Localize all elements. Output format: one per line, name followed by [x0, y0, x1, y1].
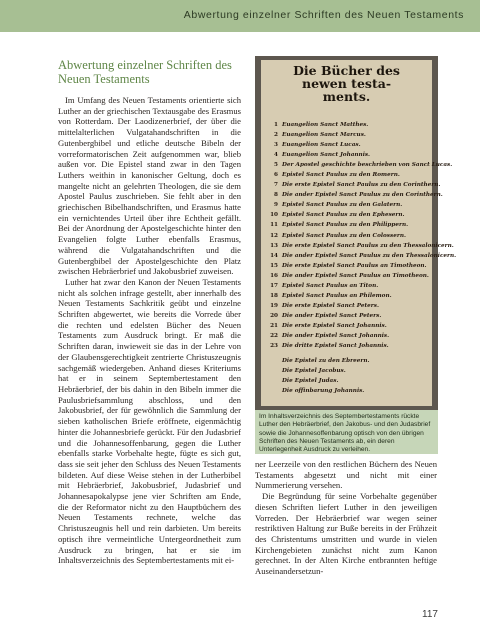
- book-title: Die erste Epistel Sanct Johannis.: [282, 322, 387, 329]
- book-list-item: [265, 311, 430, 321]
- book-list-item-unnumbered: [265, 356, 430, 366]
- left-text-column: [58, 95, 241, 566]
- title-page-heading-line-3: ments.: [322, 89, 371, 104]
- book-title: Epistel Sanct Paulus zu den Romern.: [282, 172, 400, 179]
- book-title: Die ander Epistel Sanct Peters.: [282, 312, 382, 319]
- book-number: 12: [270, 232, 278, 239]
- historic-title-page-image: [261, 60, 457, 406]
- book-list: [265, 120, 457, 396]
- book-title: Epistel Sanct Paulus zu den Ephesern.: [282, 212, 405, 219]
- book-list-item: [265, 150, 430, 160]
- book-list-item: [265, 261, 430, 271]
- book-list-item: [265, 321, 430, 331]
- book-title: Euangelion Sanct Matthes.: [282, 122, 369, 128]
- book-title: Euangelion Sanct Johannis.: [282, 152, 371, 159]
- book-number: 16: [270, 272, 278, 279]
- book-number: 4: [274, 152, 278, 159]
- book-title: Epistel Sanct Paulus an Philemon.: [282, 292, 392, 299]
- book-title: Epistel Sanct Paulus zu den Galatern.: [282, 202, 403, 209]
- book-number: 2: [274, 132, 278, 139]
- book-list-item-unnumbered: [265, 386, 430, 396]
- book-title: Die erste Epistel Sanct Paulus zu den Thessalonicern.: [282, 242, 454, 249]
- title-page-heading: [261, 64, 432, 103]
- book-list-item: [265, 160, 453, 170]
- book-list-item: [265, 130, 430, 140]
- right-paragraph-1: ner Leerzeile von den restlichen Büchern des Neuen Testaments abgesetzt und nicht mit einer Nummerierung versehen.: [255, 459, 437, 491]
- book-list-item: [265, 210, 430, 220]
- book-list-item: [265, 341, 430, 351]
- book-number: 20: [270, 312, 278, 319]
- book-number: 8: [274, 192, 278, 199]
- book-number: 10: [270, 212, 278, 219]
- book-title: Epistel Sanct Paulus zu den Philippern.: [282, 222, 409, 229]
- book-number: 6: [274, 172, 278, 179]
- book-title: Die ander Epistel Sanct Paulus an Timotheon.: [282, 272, 429, 279]
- book-number: 1: [274, 122, 278, 128]
- title-page-heading-line-1: Die Bücher des: [293, 63, 400, 78]
- book-list-item: [265, 291, 430, 301]
- book-number: 9: [274, 202, 278, 209]
- book-list-item: [265, 241, 454, 251]
- book-list-item: [265, 220, 430, 230]
- book-title: Der Apostel geschichte beschrieben von Sanct Lucas.: [282, 162, 453, 169]
- book-list-item: [265, 251, 457, 261]
- running-header-title: Abwertung einzelner Schriften des Neuen Testaments: [183, 9, 464, 21]
- book-number: 15: [270, 262, 278, 269]
- book-number: 7: [274, 182, 278, 189]
- book-list-item-unnumbered: [265, 366, 430, 376]
- figure-frame: [255, 56, 457, 410]
- book-title: Die ander Epistel Sanct Paulus zu den Corinthern.: [282, 192, 443, 199]
- book-title: Die ander Epistel Sanct Johannis.: [282, 332, 390, 339]
- book-list-item: [265, 301, 430, 311]
- book-title: Die ander Epistel Sanct Paulus zu den Thessalonicern.: [282, 252, 457, 259]
- book-number: 21: [270, 322, 278, 329]
- title-page-heading-line-2: newen testa-: [301, 76, 392, 91]
- book-title: Euangelion Sanct Marcus.: [282, 132, 366, 139]
- running-header-bar: [0, 0, 480, 32]
- book-title: Epistel Sanct Paulus an Titon.: [282, 282, 379, 289]
- book-title: Die Epistel Jacobus.: [282, 368, 346, 375]
- book-title: Die offinbarung Johannis.: [282, 388, 365, 395]
- book-number: 18: [270, 292, 278, 299]
- book-number: 5: [274, 162, 278, 169]
- book-number: 17: [270, 282, 278, 289]
- book-title: Euangelion Sanct Lucas.: [282, 142, 361, 149]
- book-list-item: [265, 271, 430, 281]
- book-title: Die erste Epistel Sanct Paulus an Timotheon.: [282, 262, 427, 269]
- book-title: Die erste Epistel Sanct Paulus zu den Corinthern.: [282, 182, 441, 189]
- section-title: Abwertung einzelner Schriften des Neuen Testaments: [58, 58, 232, 86]
- book-number: 14: [270, 252, 278, 259]
- book-list-item: [265, 231, 430, 241]
- book-list-item: [265, 140, 430, 150]
- book-number: 11: [270, 222, 278, 229]
- book-list-item: [265, 190, 443, 200]
- book-list-item: [265, 200, 430, 210]
- right-text-column: [255, 459, 437, 577]
- book-list-item: [265, 180, 441, 190]
- book-number: 3: [274, 142, 278, 149]
- book-number: 13: [270, 242, 278, 249]
- page-number: 117: [422, 609, 438, 620]
- right-paragraph-2: Die Begründung für seine Vorbehalte gegenüber diesen Schriften liefert Luther in den jeweiligen Vorreden. Der Hebräerbrief war wegen seiner restriktiven Haltung zur Buße bereits in der Frühzeit des Christentums umstritten und wurde in vielen Kirchengebieten zunächst nicht zum Kanon gerechnet. In der Alten Kirche entbrannten heftige Auseinandersetzun-: [255, 491, 437, 577]
- book-list-item: [265, 170, 430, 180]
- book-title: Die erste Epistel Sanct Peters.: [282, 302, 379, 309]
- left-paragraph-2: Luther hat zwar den Kanon der Neuen Testaments nicht als solchen infrage gestellt, aber innerhalb des Neuen Testaments Sachkritik geübt und einzelne Schriften abgewertet, wie bereits die Vorrede über die rechten und edelsten Bücher des Neuen Testaments zum Ausdruck bringt. Er maß die Schriften daran, inwieweit sie das in der Lehre von der Glaubensgerechtigkeit zentrierte Christuszeugnis sachgemäß wiedergeben. Anhand dieses Kriteriums hat er in seinem Septembertestament den Hebräerbrief, der bis dahin in den Bibeln immer die Paulusbriefsammlung abschloss, und den Jakobusbrief, der für gewöhnlich die Sammlung der sieben katholischen Briefe eröffnete, eigenmächtig hinter die Johannesbriefe gerückt. Für den Judasbrief und die Johannesoffenbarung, gegen die Luther ebenfalls starke Vorbehalte hegte, fügte es sich gut, dass sie seit jeher den Schluss des Neuen Testaments bildeten. Auf diese Weise stehen in der Lutherbibel mit Hebräerbrief, Jakobusbrief, Judasbrief und Johannesapokalypse jene vier Schriften am Ende, die der Reformator nicht zu den Hauptbüchern des Neuen Testaments rechnete, welche das Christuszeugnis hell und rein darbieten. Um bereits optisch ihre vermeintliche Untergeordnetheit zum Ausdruck zu bringen, hat er sie im Inhaltsverzeichnis des Septembertestaments mit ei-: [58, 276, 241, 566]
- book-title: Die Epistel Judas.: [282, 378, 339, 385]
- book-number: 23: [270, 343, 278, 350]
- book-list-item-unnumbered: [265, 376, 430, 386]
- book-list-item: [265, 120, 430, 130]
- book-number: 19: [270, 302, 278, 309]
- figure-caption: Im Inhaltsverzeichnis des Septembertestaments rückte Luther den Hebräerbrief, den Jakobus- und den Judasbrief sowie die Johannesoffenbarung optisch von den übrigen Schriften des Neuen Testaments ab, ein deren Unterlegenheit Ausdruck zu verleihen.: [255, 410, 438, 454]
- book-list-item: [265, 331, 430, 341]
- book-list-item: [265, 281, 430, 291]
- left-paragraph-1: Im Umfang des Neuen Testaments orientierte sich Luther an der griechischen Textausgabe des Erasmus von Rotterdam. Der Laodizenerbrief, der über die mittelalterlichen Vulgatahandschriften in die Gutenbergbibel und etliche deutsche Bibeln der vorreformatorischen Zeit aufgenommen war, blieb außen vor. Die Epistel stand zwar in den Tagen Luthers weithin in kanonischer Geltung, doch es mangelte nicht an gelehrten Theologen, die sie dem Apostel Paulus zuschrieben. Sie fehlt aber in den griechischen Bibelhandschriften, und Erasmus hatte ein vernichtendes Urteil über ihre Echtheit gefällt. Bei der Anordnung der Apostelgeschichte hinter den Evangelien folgte Luther ebenfalls Erasmus, während die Vulgatahandschriften und die Gutenbergbibel der Apostelgeschichte den Platz zwischen Hebräerbrief und Jakobusbrief zuweisen.: [58, 95, 241, 277]
- book-number: 22: [270, 332, 278, 339]
- book-title: Epistel Sanct Paulus zu den Colossern.: [282, 232, 406, 239]
- book-title: Die Epistel zu den Ebreern.: [282, 358, 370, 365]
- book-title: Die dritte Epistel Sanct Johannis.: [282, 343, 389, 350]
